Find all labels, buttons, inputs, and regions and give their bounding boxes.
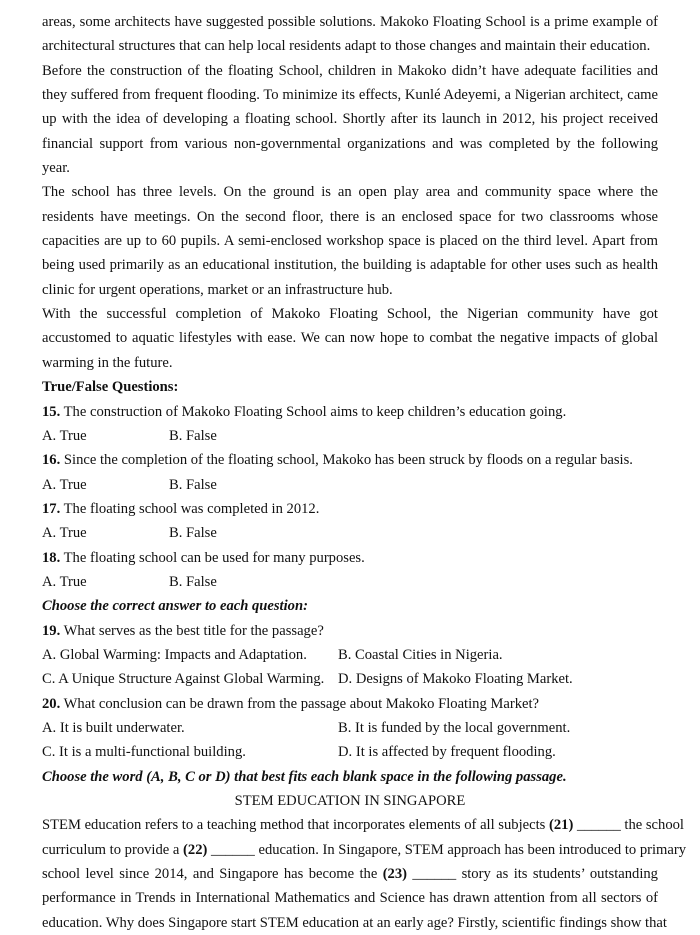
option-b: B. False — [169, 476, 217, 493]
question-number: 20. — [42, 695, 61, 712]
question-19-options-cd — [42, 667, 658, 691]
option-c: C. It is a multi-functional building. — [42, 744, 246, 761]
option-d: D. Designs of Makoko Floating Market. — [338, 671, 573, 688]
passage-paragraph-1: areas, some architects have suggested possible solutions. Makoko Floating School is a prime example of architectural structures that can help local residents adapt to those changes and maintain their education. — [42, 14, 658, 55]
cloze-line-1 — [42, 813, 684, 837]
question-number: 19. — [42, 622, 61, 639]
cloze-line-2 — [42, 838, 687, 862]
option-b: B. False — [169, 573, 217, 590]
cloze-text: school level since 2014, and Singapore has become the — [42, 866, 378, 883]
option-b: B. It is funded by the local government. — [338, 719, 571, 736]
option-d: D. It is affected by frequent flooding. — [338, 744, 556, 761]
passage-paragraph-4: With the successful completion of Makoko Floating School, the Nigerian community have got accustomed to aquatic lifestyles with ease. We can now hope to combat the negative impacts of global warming in the future. — [42, 306, 658, 371]
question-17 — [42, 497, 658, 521]
blank-23-number: (23) — [382, 866, 408, 883]
question-19 — [42, 619, 658, 643]
question-text: What serves as the best title for the passage? — [63, 622, 324, 639]
option-b: B. Coastal Cities in Nigeria. — [338, 646, 503, 663]
cloze-text: ______ education. In Singapore, STEM approach has been introduced to primary — [211, 841, 687, 858]
option-c: C. A Unique Structure Against Global Warming. — [42, 671, 325, 688]
option-b: B. False — [169, 427, 217, 444]
option-a: A. It is built underwater. — [42, 719, 185, 736]
tf-heading: True/False Questions: — [42, 379, 179, 396]
cloze-line-3 — [42, 862, 658, 886]
cloze-line-4: performance in Trends in International Mathematics and Science has drawn attention from all sectors of — [42, 890, 658, 907]
cloze-text: STEM education refers to a teaching method that incorporates elements of all subjects — [42, 817, 546, 834]
blank-22-number: (22) — [183, 841, 208, 858]
question-number: 18. — [42, 549, 61, 566]
passage-paragraph-2: Before the construction of the floating School, children in Makoko didn’t have adequate facilities and they suffered from frequent flooding. To minimize its effects, Kunlé Adeyemi, a Nigerian architect, came up with the idea of developing a floating school. Shortly after its launch in 2012, his project received financial support from various non-governmental organizations and was completed by the following year. — [42, 62, 658, 177]
cloze-heading: Choose the word (A, B, C or D) that best fits each blank space in the following passage. — [42, 768, 567, 785]
question-20-options-ab — [42, 716, 658, 740]
question-19-options-ab — [42, 643, 658, 667]
question-number: 17. — [42, 500, 61, 517]
cloze-title: STEM EDUCATION IN SINGAPORE — [234, 793, 466, 809]
cloze-text: ______ the school — [576, 817, 684, 834]
option-a: A. True — [42, 476, 87, 493]
question-text: The floating school was completed in 2012. — [63, 500, 320, 517]
question-18 — [42, 546, 658, 570]
cloze-line-5: education. Why does Singapore start STEM education at an early age? Firstly, scientific findings show that — [42, 914, 667, 931]
question-text: What conclusion can be drawn from the passage about Makoko Floating Market? — [63, 695, 540, 712]
question-16-options — [42, 473, 658, 497]
question-number: 15. — [42, 403, 61, 420]
question-15 — [42, 400, 658, 424]
question-number: 16. — [42, 452, 61, 469]
question-18-options — [42, 570, 658, 594]
question-17-options — [42, 521, 658, 545]
option-a: A. Global Warming: Impacts and Adaptation. — [42, 646, 307, 663]
question-text: Since the completion of the floating school, Makoko has been struck by floods on a regular basis. — [63, 452, 633, 469]
question-text: The construction of Makoko Floating School aims to keep children’s education going. — [63, 403, 567, 420]
option-b: B. False — [169, 525, 217, 542]
mc-heading: Choose the correct answer to each question: — [42, 598, 308, 615]
document-page — [42, 10, 687, 935]
question-16 — [42, 448, 658, 472]
option-a: A. True — [42, 573, 87, 590]
blank-21-number: (21) — [548, 817, 574, 834]
passage-paragraph-3: The school has three levels. On the ground is an open play area and community space where the residents have meetings. On the second floor, there is an enclosed space for two classrooms whose capacities are up to 60 pupils. A semi-enclosed workshop space is placed on the third level. Apart from being used primarily as an educational institution, the building is adaptable for other uses such as health clinic for urgent operations, market or an infrastructure hub. — [42, 184, 658, 298]
question-20 — [42, 692, 658, 716]
question-20-options-cd — [42, 740, 658, 764]
option-a: A. True — [42, 427, 87, 444]
cloze-text: ______ story as its students’ outstanding — [412, 866, 658, 883]
cloze-text: curriculum to provide a — [42, 841, 180, 858]
question-text: The floating school can be used for many purposes. — [63, 549, 365, 566]
question-15-options — [42, 424, 658, 448]
option-a: A. True — [42, 525, 87, 542]
